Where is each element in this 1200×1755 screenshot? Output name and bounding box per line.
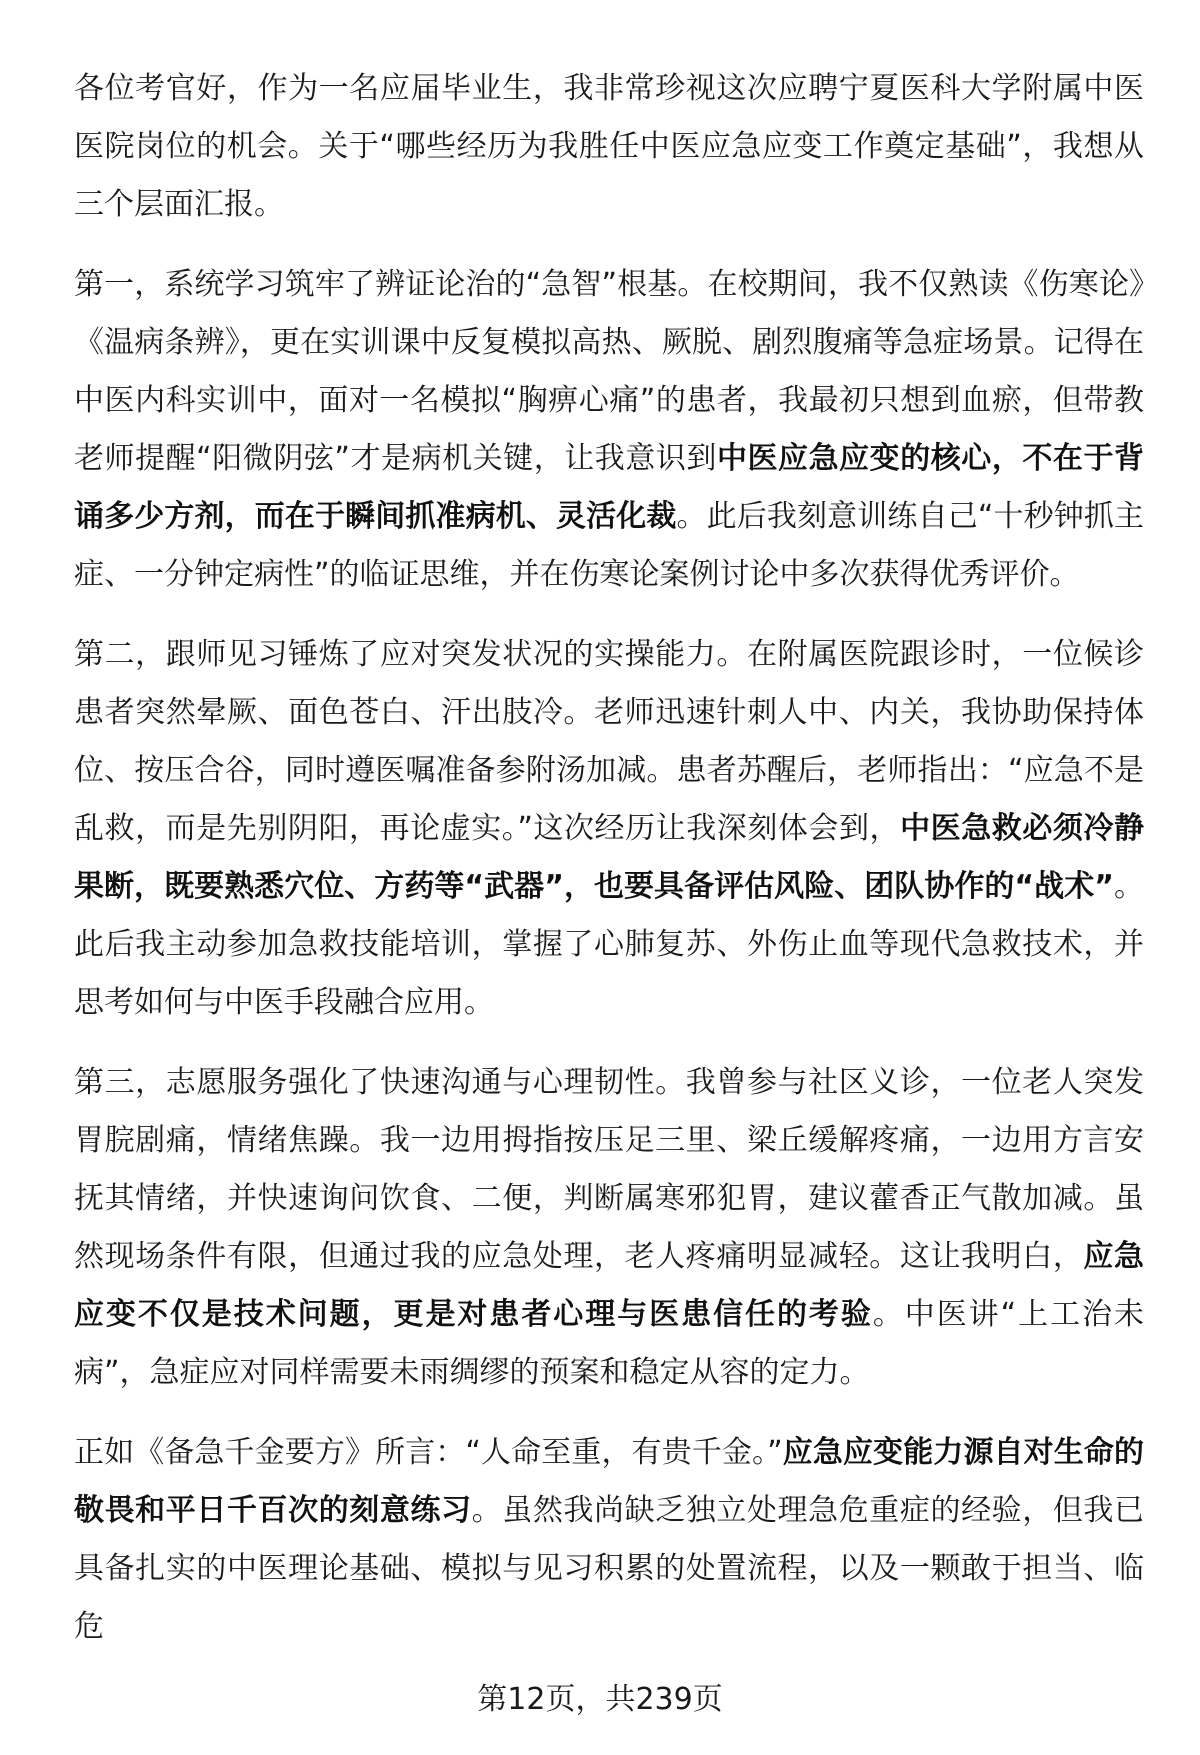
paragraph-first-point <box>74 256 1144 604</box>
paragraph-second-point <box>74 626 1144 1032</box>
emphasis-text: 应急应变能力源自对生命的敬畏和平日千百次的刻意练习 <box>74 1435 1144 1528</box>
body-text: 。虽然我尚缺乏独立处理急危重症的经验，但我已具备扎实的中医理论基础、模拟与见习积累的处置流程，以及一颗敢于担当、临危 <box>74 1493 1145 1644</box>
emphasis-text: 中医急救必须冷静果断，既要熟悉穴位、方药等“武器”，也要具备评估风险、团队协作的“战术” <box>74 811 1144 904</box>
page-number: 第12页，共239页 <box>477 1682 723 1717</box>
body-text: 正如《备急千金要方》所言：“人命至重，有贵千金。” <box>74 1435 783 1470</box>
paragraph-third-point <box>74 1054 1144 1402</box>
body-text: 第二，跟师见习锤炼了应对突发状况的实操能力。在附属医院跟诊时，一位候诊患者突然晕厥、面色苍白、汗出肢冷。老师迅速针刺人中、内关，我协助保持体位、按压合谷，同时遵医嘱准备参附汤加减。患者苏醒后，老师指出：“应急不是乱救，而是先别阴阳，再论虚实。”这次经历让我深刻体会到， <box>74 637 1144 846</box>
emphasis-text: 应急应变不仅是技术问题，更是对患者心理与医患信任的考验 <box>74 1239 1145 1332</box>
paragraph-conclusion <box>74 1424 1144 1656</box>
body-text: 第三，志愿服务强化了快速沟通与心理韧性。我曾参与社区义诊，一位老人突发胃脘剧痛，情绪焦躁。我一边用拇指按压足三里、梁丘缓解疼痛，一边用方言安抚其情绪，并快速询问饮食、二便，判断属寒邪犯胃，建议藿香正气散加减。虽然现场条件有限，但通过我的应急处理，老人疼痛明显减轻。这让我明白， <box>74 1065 1144 1274</box>
body-text: 。此后我主动参加急救技能培训，掌握了心肺复苏、外伤止血等现代急救技术，并思考如何与中医手段融合应用。 <box>74 869 1144 1020</box>
emphasis-text: 中医应急应变的核心，不在于背诵多少方剂，而在于瞬间抓准病机、灵活化裁 <box>74 441 1144 534</box>
body-text: 第一，系统学习筑牢了辨证论治的“急智”根基。在校期间，我不仅熟读《伤寒论》《温病条辨》，更在实训课中反复模拟高热、厥脱、剧烈腹痛等急症场景。记得在中医内科实训中，面对一名模拟“胸痹心痛”的患者，我最初只想到血瘀，但带教老师提醒“阳微阴弦”才是病机关键，让我意识到 <box>74 267 1144 476</box>
body-text: 。此后我刻意训练自己“十秒钟抓主症、一分钟定病性”的临证思维，并在伤寒论案例讨论中多次获得优秀评价。 <box>74 499 1144 592</box>
paragraph-intro <box>74 60 1144 234</box>
document-body <box>74 60 1144 1678</box>
body-text: 。中医讲“上工治未病”，急症应对同样需要未雨绸缪的预案和稳定从容的定力。 <box>74 1297 1144 1390</box>
body-text: 各位考官好，作为一名应届毕业生，我非常珍视这次应聘宁夏医科大学附属中医医院岗位的机会。关于“哪些经历为我胜任中医应急应变工作奠定基础”，我想从三个层面汇报。 <box>74 71 1144 222</box>
